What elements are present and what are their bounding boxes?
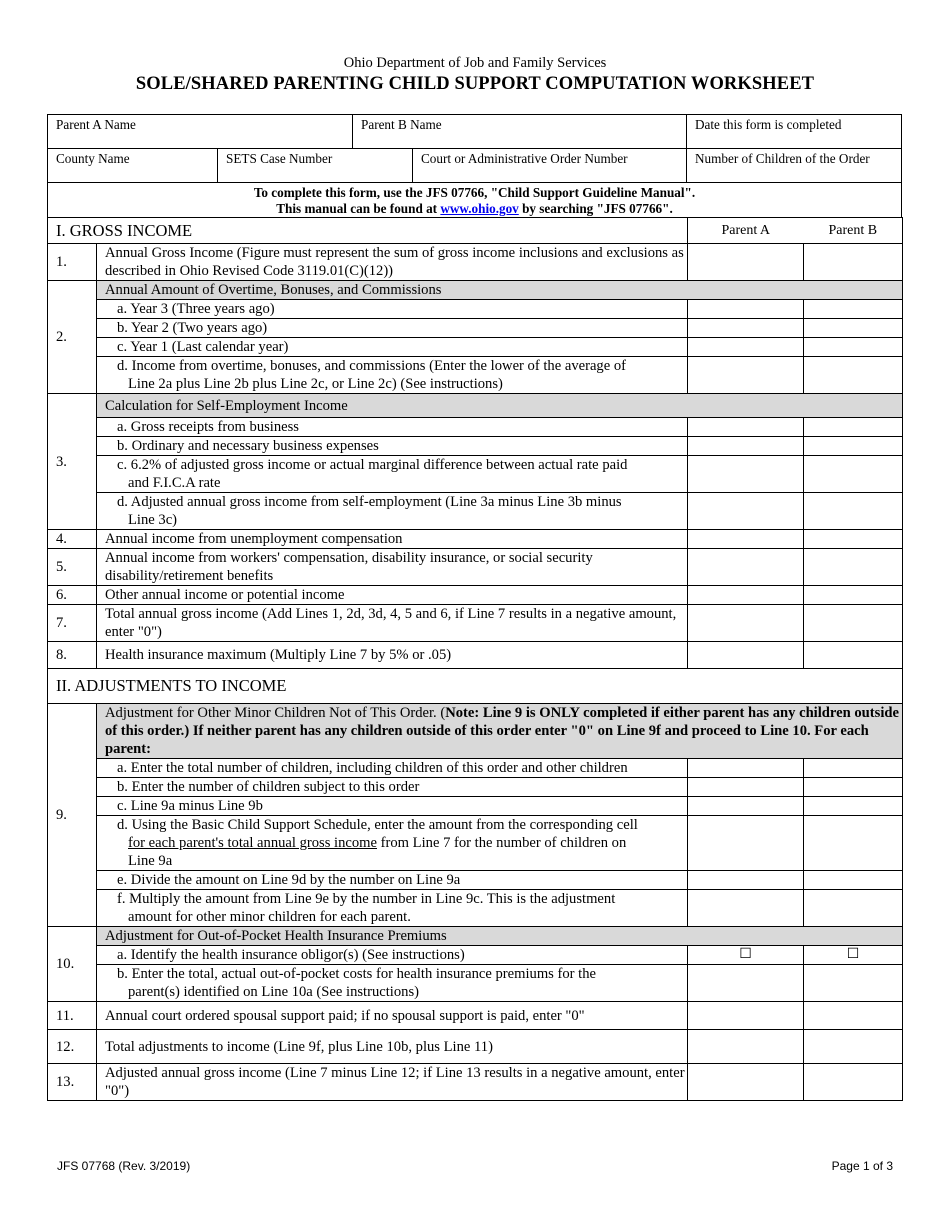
line-11-label: Annual court ordered spousal support paid; if no spousal support is paid, enter "0" [97,1002,688,1030]
line-1-label: Annual Gross Income (Figure must represent the sum of gross income inclusions and exclusions as described in Ohio Revised Code 3119.01(C)(12)) [97,244,688,281]
line-4-parent-b[interactable] [804,530,903,549]
line-10-number: 10. [48,927,97,1002]
line-8-parent-a[interactable] [688,642,804,669]
line-2c-label: c. Year 1 (Last calendar year) [97,338,688,357]
instructions-notice [47,182,902,217]
parent-a-name-label: Parent A Name [56,117,136,132]
line-6-parent-b[interactable] [804,586,903,605]
line-12-label: Total adjustments to income (Line 9f, plus Line 10b, plus Line 11) [97,1030,688,1064]
page-number: Page 1 of 3 [831,1159,893,1173]
line-5-parent-b[interactable] [804,549,903,586]
line-9f-parent-a[interactable] [688,890,804,927]
line-4-parent-a[interactable] [688,530,804,549]
line-9c-parent-b[interactable] [804,797,903,816]
line-10b-label: b. Enter the total, actual out-of-pocket costs for health insurance premiums for the parent(s) identified on Line 10a (See instructions) [97,965,688,1002]
line-11-parent-b[interactable] [804,1002,903,1030]
line-2a-parent-a[interactable] [688,300,804,319]
line-1-parent-a[interactable] [688,244,804,281]
line-3d-parent-a[interactable] [688,493,804,530]
line-3-number: 3. [48,394,97,530]
line-9d-parent-a[interactable] [688,816,804,871]
section-adjustments: II. ADJUSTMENTS TO INCOME [48,669,903,704]
line-2a-parent-b[interactable] [804,300,903,319]
line-13-label: Adjusted annual gross income (Line 7 minus Line 12; if Line 13 results in a negative amount, enter "0") [97,1064,688,1101]
line-3a-label: a. Gross receipts from business [97,418,688,437]
parent-b-name-label: Parent B Name [361,117,442,132]
line-12-parent-b[interactable] [804,1030,903,1064]
line-9-label: Adjustment for Other Minor Children Not of This Order. (Note: Line 9 is ONLY completed if either parent has any children outside of this order.) If neither parent has any children outside of this order enter "0" on Line 9f and proceed to Line 10. For each parent: [97,704,903,759]
line-10a-parent-a-checkbox[interactable]: ☐ [688,946,804,965]
sets-case-number-label: SETS Case Number [226,151,333,166]
line-10b-parent-b[interactable] [804,965,903,1002]
line-12-number: 12. [48,1030,97,1064]
line-2-number: 2. [48,281,97,394]
line-9a-label: a. Enter the total number of children, including children of this order and other children [97,759,688,778]
line-10-label: Adjustment for Out-of-Pocket Health Insurance Premiums [97,927,903,946]
line-3d-label: d. Adjusted annual gross income from self-employment (Line 3a minus Line 3b minus Line 3c) [97,493,688,530]
line-3c-parent-a[interactable] [688,456,804,493]
sets-case-number-field[interactable] [217,148,413,183]
line-7-label: Total annual gross income (Add Lines 1, 2d, 3d, 4, 5 and 6, if Line 7 results in a negative amount, enter "0") [97,605,688,642]
parent-b-name-field[interactable] [352,114,687,149]
county-name-label: County Name [56,151,130,166]
line-6-label: Other annual income or potential income [97,586,688,605]
court-order-number-label: Court or Administrative Order Number [421,151,628,166]
notice-line-1: To complete this form, use the JFS 07766, "Child Support Guideline Manual". [253,185,696,200]
line-9f-label: f. Multiply the amount from Line 9e by the number in Line 9c. This is the adjustment amount for other minor children for each parent. [97,890,688,927]
line-3b-parent-b[interactable] [804,437,903,456]
form-title: SOLE/SHARED PARENTING CHILD SUPPORT COMPUTATION WORKSHEET [135,74,815,94]
line-2b-parent-b[interactable] [804,319,903,338]
line-3b-label: b. Ordinary and necessary business expenses [97,437,688,456]
line-3b-parent-a[interactable] [688,437,804,456]
line-1-parent-b[interactable] [804,244,903,281]
county-name-field[interactable] [47,148,218,183]
col-parent-a: Parent A [688,218,804,244]
line-3c-parent-b[interactable] [804,456,903,493]
agency-name: Ohio Department of Job and Family Services [343,55,607,71]
line-2d-parent-a[interactable] [688,357,804,394]
line-8-label: Health insurance maximum (Multiply Line 7 by 5% or .05) [97,642,688,669]
date-completed-field[interactable] [686,114,902,149]
line-5-number: 5. [48,549,97,586]
line-5-parent-a[interactable] [688,549,804,586]
line-5-label: Annual income from workers' compensation, disability insurance, or social security disability/retirement benefits [97,549,688,586]
worksheet-table [47,217,903,1101]
ohio-gov-link[interactable]: www.ohio.gov [440,201,519,216]
line-3d-parent-b[interactable] [804,493,903,530]
section-gross-income: I. GROSS INCOME [48,218,688,244]
line-9e-label: e. Divide the amount on Line 9d by the number on Line 9a [97,871,688,890]
line-7-parent-b[interactable] [804,605,903,642]
line-9a-parent-b[interactable] [804,759,903,778]
line-9b-label: b. Enter the number of children subject to this order [97,778,688,797]
line-9d-parent-b[interactable] [804,816,903,871]
line-2d-label: d. Income from overtime, bonuses, and commissions (Enter the lower of the average of Line 2a plus Line 2b plus Line 2c, or Line 2c) (See instructions) [97,357,688,394]
line-8-parent-b[interactable] [804,642,903,669]
line-3a-parent-b[interactable] [804,418,903,437]
line-12-parent-a[interactable] [688,1030,804,1064]
parent-a-name-field[interactable] [47,114,353,149]
court-order-number-field[interactable] [412,148,687,183]
line-9f-parent-b[interactable] [804,890,903,927]
line-9e-parent-a[interactable] [688,871,804,890]
line-4-label: Annual income from unemployment compensation [97,530,688,549]
line-6-parent-a[interactable] [688,586,804,605]
line-9b-parent-b[interactable] [804,778,903,797]
line-11-parent-a[interactable] [688,1002,804,1030]
line-13-parent-b[interactable] [804,1064,903,1101]
date-completed-label: Date this form is completed [695,117,842,132]
line-2-label: Annual Amount of Overtime, Bonuses, and Commissions [97,281,903,300]
line-2c-parent-a[interactable] [688,338,804,357]
line-2b-label: b. Year 2 (Two years ago) [97,319,688,338]
line-7-parent-a[interactable] [688,605,804,642]
line-2a-label: a. Year 3 (Three years ago) [97,300,688,319]
line-9c-label: c. Line 9a minus Line 9b [97,797,688,816]
number-of-children-field[interactable] [686,148,902,183]
line-9b-parent-a[interactable] [688,778,804,797]
line-7-number: 7. [48,605,97,642]
line-13-number: 13. [48,1064,97,1101]
line-13-parent-a[interactable] [688,1064,804,1101]
line-11-number: 11. [48,1002,97,1030]
line-9-number: 9. [48,704,97,927]
line-3c-label: c. 6.2% of adjusted gross income or actual marginal difference between actual rate paid and F.I.C.A rate [97,456,688,493]
line-3a-parent-a[interactable] [688,418,804,437]
line-2c-parent-b[interactable] [804,338,903,357]
line-9c-parent-a[interactable] [688,797,804,816]
line-2b-parent-a[interactable] [688,319,804,338]
line-9d-label: d. Using the Basic Child Support Schedule, enter the amount from the corresponding cell for each parent's total annual gross income from Line 7 for the number of children on Line 9a [97,816,688,871]
notice-line-2: This manual can be found at www.ohio.gov by searching "JFS 07766". [276,201,673,216]
line-10b-parent-a[interactable] [688,965,804,1002]
line-4-number: 4. [48,530,97,549]
line-10a-parent-b-checkbox[interactable]: ☐ [804,946,903,965]
line-6-number: 6. [48,586,97,605]
line-10a-label: a. Identify the health insurance obligor(s) (See instructions) [97,946,688,965]
line-8-number: 8. [48,642,97,669]
line-9e-parent-b[interactable] [804,871,903,890]
form-id: JFS 07768 (Rev. 3/2019) [57,1159,191,1173]
line-1-number: 1. [48,244,97,281]
number-of-children-label: Number of Children of the Order [695,151,870,166]
line-2d-parent-b[interactable] [804,357,903,394]
col-parent-b: Parent B [804,218,903,244]
line-3-label: Calculation for Self-Employment Income [97,394,903,418]
line-9a-parent-a[interactable] [688,759,804,778]
